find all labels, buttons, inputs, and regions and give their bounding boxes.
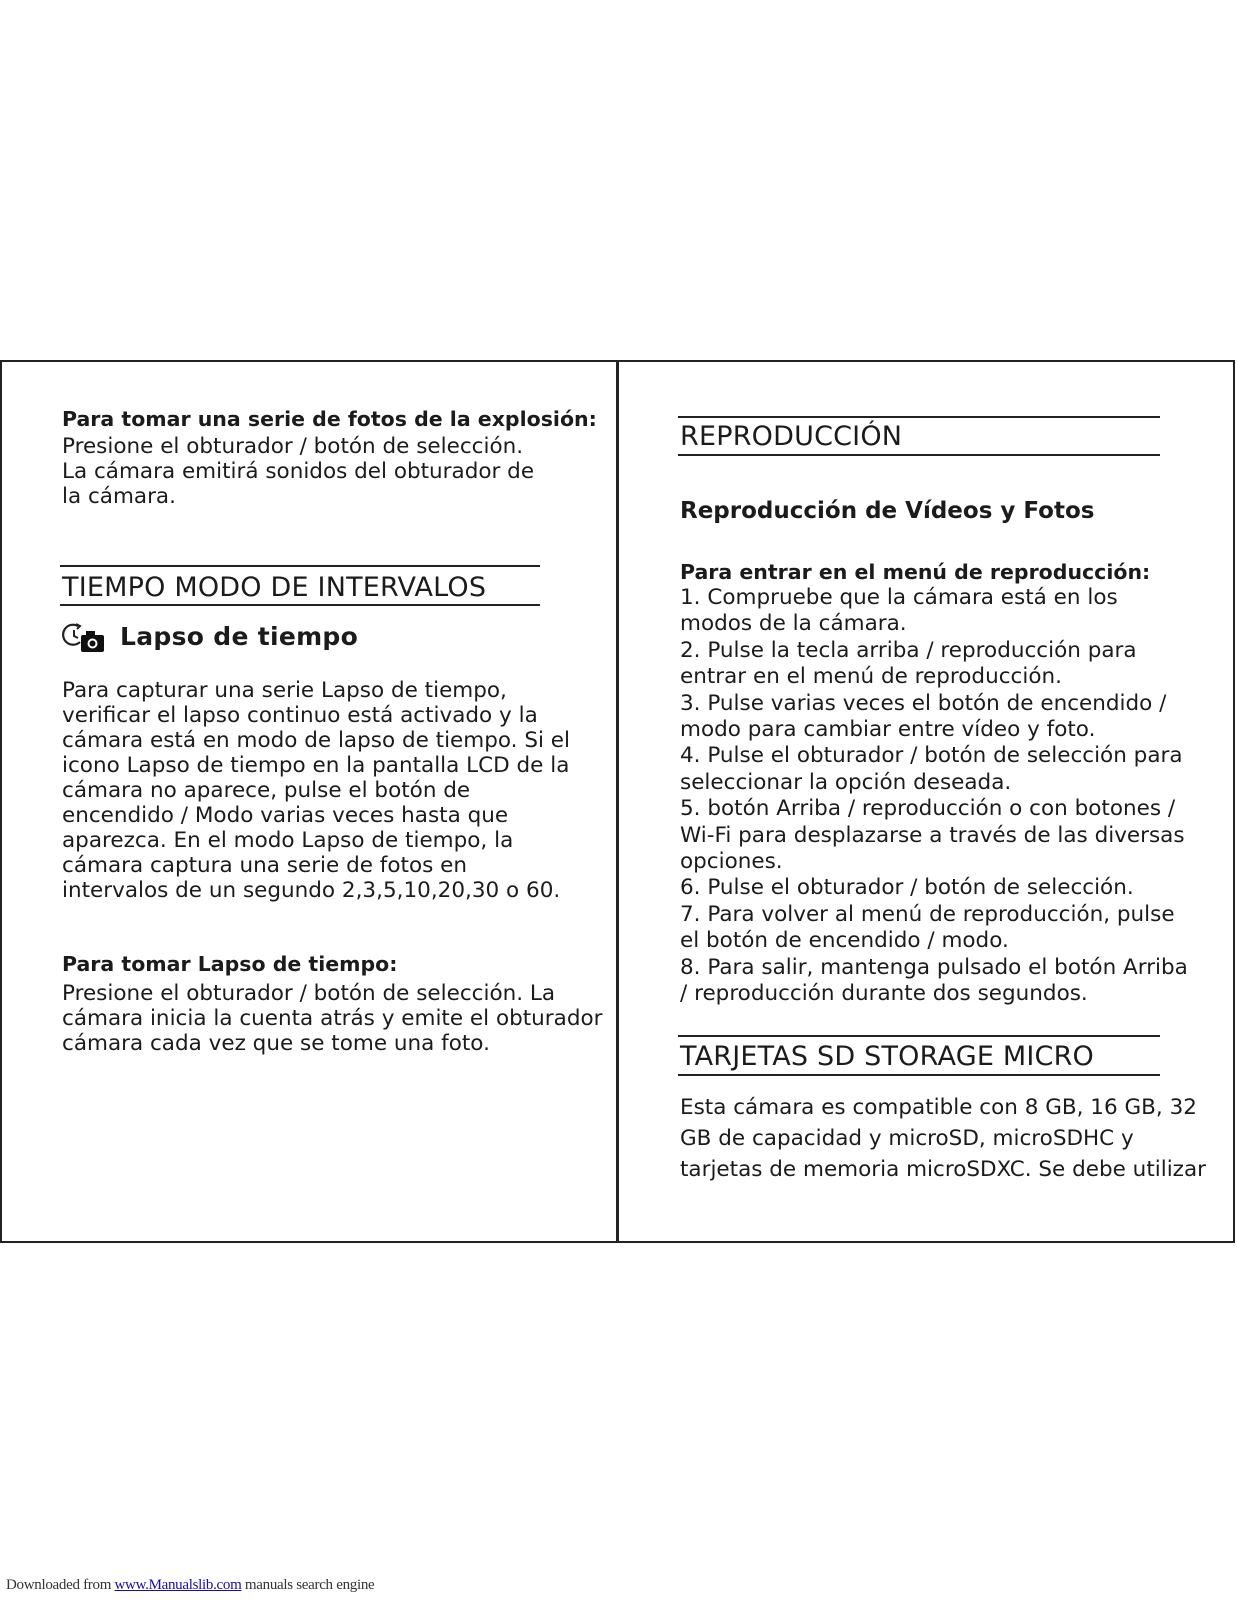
step-line: Wi-Fi para desplazarse a través de las diversas [680,822,1185,848]
playback-steps [680,585,1188,1008]
section-rule-top [60,565,540,567]
text-line: Presione el obturador / botón de selección. [62,434,524,459]
step-line: el botón de encendido / modo. [680,928,1009,954]
section-rule-bottom [678,1074,1160,1076]
text-line: Presione el obturador / botón de selección. La [62,981,556,1006]
text-line: cámara inicia la cuenta atrás y emite el obturador [62,1006,603,1031]
text-line: la cámara. [62,484,176,509]
step-line: modo para cambiar entre vídeo y foto. [680,717,1096,743]
step-line: 5. botón Arriba / reproducción o con botones / [680,796,1176,822]
text-line: GB de capacidad y microSD, microSDHC y [680,1126,1134,1151]
page-divider [616,360,619,1243]
menu-heading: Para entrar en el menú de reproducción: [680,560,1151,584]
playback-subtitle: Reproducción de Vídeos y Fotos [680,498,1095,524]
step-line: seleccionar la opción deseada. [680,769,1012,795]
download-footer [6,1577,374,1594]
section-title-playback: REPRODUCCIÓN [680,421,903,452]
text-line: intervalos de un segundo 2,3,5,10,20,30 o 60. [62,878,561,903]
text-line: aparezca. En el modo Lapso de tiempo, la [62,828,514,853]
step-line: 8. Para salir, mantenga pulsado el botón Arriba [680,954,1188,980]
step-line: / reproducción durante dos segundos. [680,981,1088,1007]
burst-heading: Para tomar una serie de fotos de la explosión: [62,407,597,431]
step-line: 3. Pulse varias veces el botón de encendido / [680,690,1167,716]
footer-prefix: Downloaded from [6,1577,115,1593]
text-line: cámara cada vez que se tome una foto. [62,1031,490,1056]
timelapse-intro-text [62,678,570,903]
section-title-sd: TARJETAS SD STORAGE MICRO [680,1041,1094,1072]
text-line: tarjetas de memoria microSDXC. Se debe utilizar [680,1157,1206,1182]
step-line: entrar en el menú de reproducción. [680,664,1062,690]
manualslib-link[interactable]: www.Manualslib.com [114,1577,242,1593]
step-line: opciones. [680,849,783,875]
take-timelapse-heading: Para tomar Lapso de tiempo: [62,952,398,976]
text-line: icono Lapso de tiempo en la pantalla LCD de la [62,753,570,778]
section-rule-bottom [60,604,540,606]
text-line: La cámara emitirá sonidos del obturador de [62,459,535,484]
text-line: Esta cámara es compatible con 8 GB, 16 GB, 32 [680,1095,1197,1120]
take-timelapse-text [62,981,602,1056]
section-rule-bottom [678,454,1160,456]
footer-suffix: manuals search engine [241,1577,375,1593]
timelapse-camera-icon [62,622,106,654]
section-rule-top [678,416,1160,418]
text-line: Para capturar una serie Lapso de tiempo, [62,678,507,703]
step-line: 6. Pulse el obturador / botón de selección. [680,875,1134,901]
step-line: 2. Pulse la tecla arriba / reproducción para [680,637,1137,663]
step-line: 7. Para volver al menú de reproducción, pulse [680,901,1175,927]
step-line: 4. Pulse el obturador / botón de selección para [680,743,1183,769]
step-line: 1. Compruebe que la cámara está en los [680,585,1118,610]
mode-title: Lapso de tiempo [120,622,359,651]
text-line: encendido / Modo varias veces hasta que [62,803,509,828]
text-line: cámara no aparece, pulse el botón de [62,778,471,803]
text-line: verificar el lapso continuo está activado y la [62,703,538,728]
burst-text [62,434,534,509]
section-rule-top [678,1035,1160,1037]
section-title-intervals: TIEMPO MODO DE INTERVALOS [62,572,487,603]
text-line: cámara está en modo de lapso de tiempo. Si el [62,728,570,753]
step-line: modos de la cámara. [680,611,907,637]
sd-text [680,1092,1206,1185]
text-line: cámara captura una serie de fotos en [62,853,467,878]
